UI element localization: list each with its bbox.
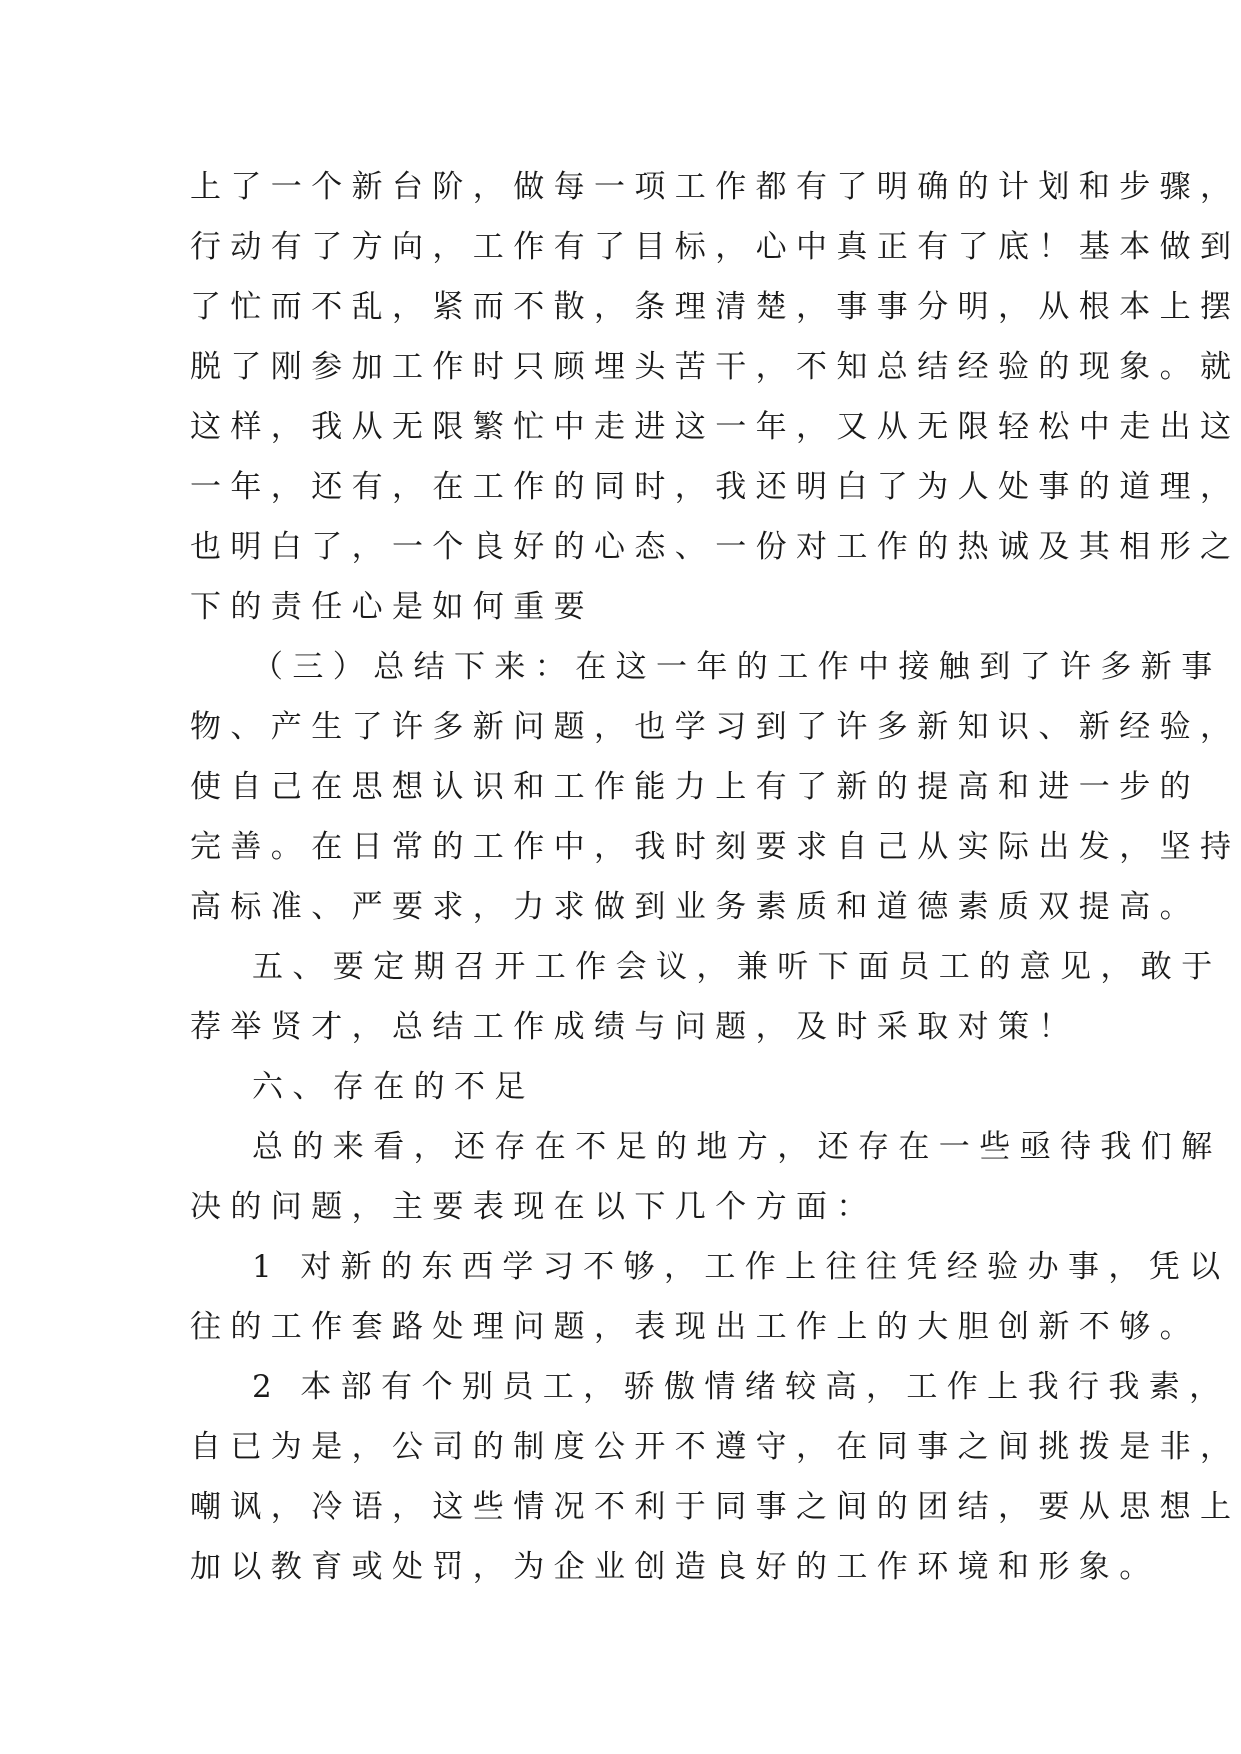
text-line: 六、存在的不足 bbox=[252, 1069, 535, 1105]
text-line: 往的工作套路处理问题，表现出工作上的大胆创新不够。 bbox=[190, 1309, 1200, 1345]
text-line: 了忙而不乱，紧而不散，条理清楚，事事分明，从根本上摆 bbox=[190, 289, 1241, 325]
text-line: 行动有了方向，工作有了目标，心中真正有了底！基本做到 bbox=[190, 229, 1241, 265]
paragraph bbox=[190, 637, 1241, 937]
text-line: 完善。在日常的工作中，我时刻要求自己从实际出发，坚持 bbox=[190, 829, 1241, 865]
paragraph bbox=[190, 1117, 1222, 1237]
text-line: 荐举贤才，总结工作成绩与问题，及时采取对策！ bbox=[190, 1009, 1079, 1045]
text-line: 五、要定期召开工作会议，兼听下面员工的意见，敢于 bbox=[252, 949, 1222, 985]
paragraph bbox=[190, 937, 1222, 1057]
text-line: 1 对新的东西学习不够，工作上往往凭经验办事，凭以 bbox=[252, 1249, 1230, 1285]
text-line: （三）总结下来：在这一年的工作中接触到了许多新事 bbox=[252, 649, 1222, 685]
section-heading bbox=[190, 1057, 1075, 1117]
text-line: 2 本部有个别员工，骄傲情绪较高，工作上我行我素， bbox=[252, 1369, 1230, 1405]
list-item bbox=[190, 1237, 1230, 1357]
text-line: 一年，还有，在工作的同时，我还明白了为人处事的道理， bbox=[190, 469, 1241, 505]
text-line: 自已为是，公司的制度公开不遵守，在同事之间挑拨是非， bbox=[190, 1429, 1241, 1465]
text-line: 总的来看，还存在不足的地方，还存在一些亟待我们解 bbox=[252, 1129, 1222, 1165]
text-line: 使自己在思想认识和工作能力上有了新的提高和进一步的 bbox=[190, 769, 1200, 805]
text-line: 这样，我从无限繁忙中走进这一年，又从无限轻松中走出这 bbox=[190, 409, 1241, 445]
text-line: 高标准、严要求，力求做到业务素质和道德素质双提高。 bbox=[190, 889, 1200, 925]
text-line: 下的责任心是如何重要 bbox=[190, 589, 594, 625]
text-line: 物、产生了许多新问题，也学习到了许多新知识、新经验， bbox=[190, 709, 1241, 745]
text-line: 加以教育或处罚，为企业创造良好的工作环境和形象。 bbox=[190, 1549, 1160, 1585]
paragraph bbox=[190, 157, 1241, 637]
text-line: 决的问题，主要表现在以下几个方面： bbox=[190, 1189, 877, 1225]
text-line: 上了一个新台阶，做每一项工作都有了明确的计划和步骤， bbox=[190, 169, 1241, 205]
text-line: 嘲讽，冷语，这些情况不利于同事之间的团结，要从思想上 bbox=[190, 1489, 1241, 1525]
document-body bbox=[190, 157, 1241, 1597]
list-item bbox=[190, 1357, 1241, 1597]
text-line: 也明白了，一个良好的心态、一份对工作的热诚及其相形之 bbox=[190, 529, 1241, 565]
text-line: 脱了刚参加工作时只顾埋头苦干，不知总结经验的现象。就 bbox=[190, 349, 1241, 385]
